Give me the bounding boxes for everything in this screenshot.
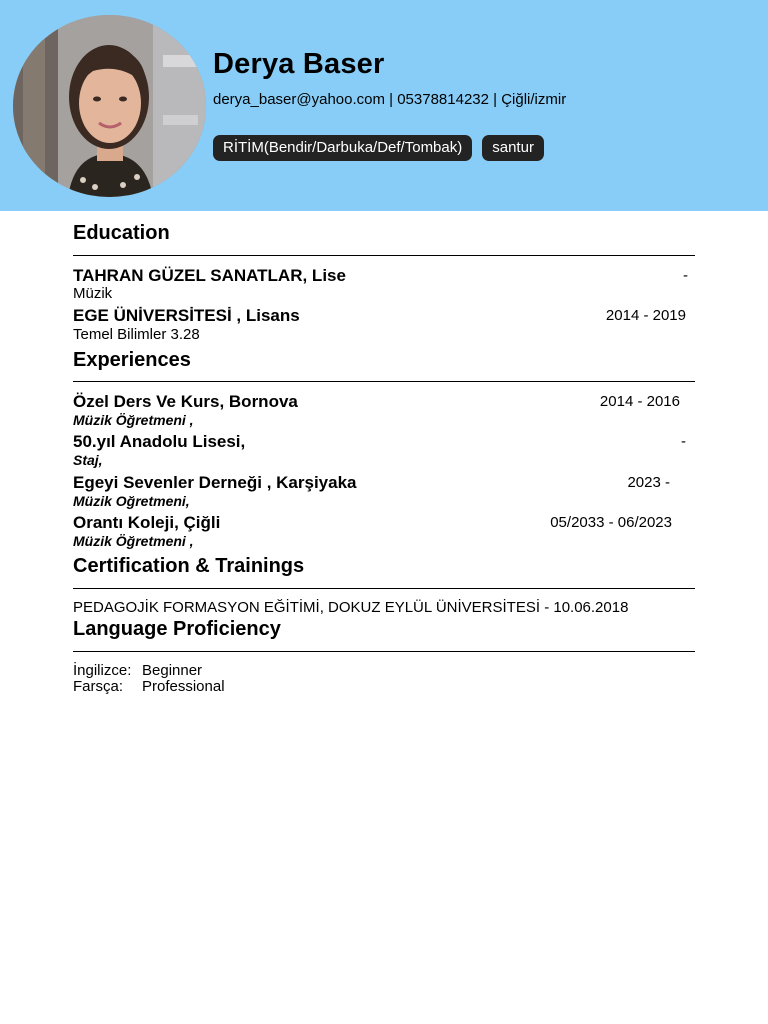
language-level: Professional [142,678,225,695]
language-name: İngilizce: [73,662,132,679]
language-name: Farsça: [73,678,124,695]
section-title-education: Education [73,222,170,244]
experience-item-title: 50.yıl Anadolu Lisesi, [73,432,246,451]
profile-photo-icon [13,15,206,197]
experience-item-date: - [681,433,686,450]
experience-item-role: Staj, [73,452,103,468]
section-title-experiences: Experiences [73,349,191,371]
experience-item-title: Orantı Koleji, Çiğli [73,513,221,532]
section-divider [73,255,695,256]
header-banner [0,0,768,211]
education-item-title: EGE ÜNİVERSİTESİ , Lisans [73,306,300,325]
skill-tag: RİTİM(Bendir/Darbuka/Def/Tombak) [213,135,472,161]
section-title-languages: Language Proficiency [73,618,281,640]
avatar [13,15,206,197]
experience-item-title: Özel Ders Ve Kurs, Bornova [73,392,298,411]
certification-item: PEDAGOJİK FORMASYON EĞİTİMİ, DOKUZ EYLÜL ÜNİVERSİTESİ - 10.06.2018 [73,599,629,616]
education-item-subtitle: Temel Bilimler 3.28 [73,326,200,343]
section-title-certifications: Certification & Trainings [73,555,305,577]
candidate-name: Derya Baser [213,48,385,80]
experience-item-date: 2023 - [627,474,670,491]
education-item-title: TAHRAN GÜZEL SANATLAR, Lise [73,266,346,285]
language-row [73,662,202,679]
experience-item-role: Müzik Öğretmeni , [73,412,194,428]
language-level: Beginner [142,662,203,679]
education-item-subtitle: Müzik [73,285,113,302]
experience-item-date: 2014 - 2016 [599,393,680,410]
language-row [73,678,225,695]
experience-item-role: Müzik Oğretmeni, [73,493,190,509]
section-divider [73,651,695,652]
experience-item-date: 05/2033 - 06/2023 [550,514,672,531]
section-divider [73,381,695,382]
experience-item-role: Müzik Öğretmeni , [73,533,194,549]
skill-tags [213,135,544,161]
education-item-date: 2014 - 2019 [605,307,686,324]
contact-info: derya_baser@yahoo.com | 05378814232 | Çiğli/izmir [213,91,567,108]
section-divider [73,588,695,589]
skill-tag: santur [482,135,544,161]
education-item-date: - [683,267,688,284]
experience-item-title: Egeyi Sevenler Derneği , Karşiyaka [73,473,357,492]
